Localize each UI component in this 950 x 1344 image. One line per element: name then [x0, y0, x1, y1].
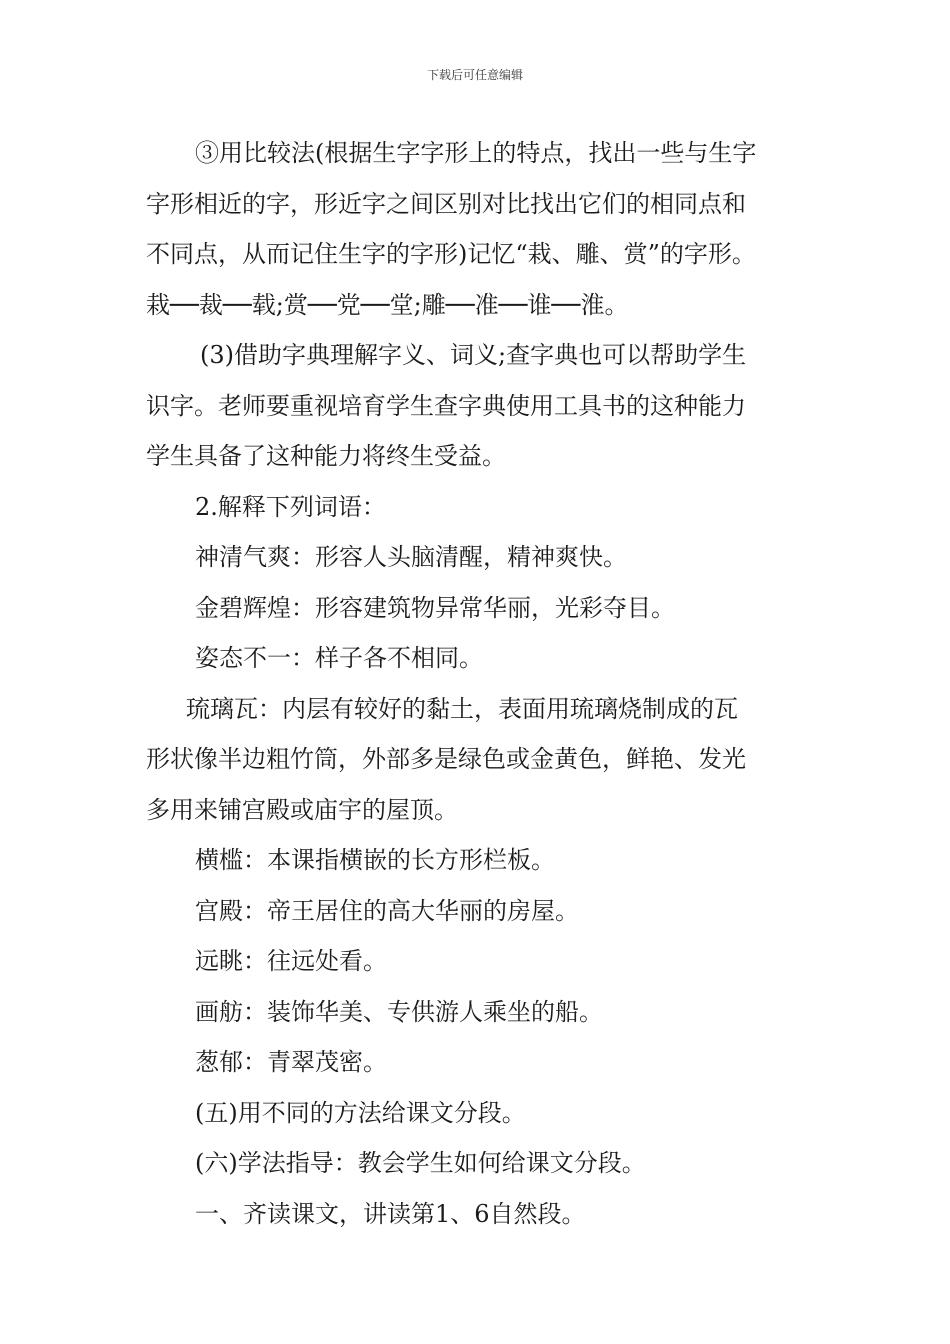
term-definition: 葱郁：青翠茂密。 [195, 1048, 387, 1076]
page-header-note: 下载后可任意编辑 [426, 68, 523, 82]
paragraph-line: 多用来铺宫殿或庙宇的屋顶。 [146, 795, 458, 824]
term-definition: 姿态不一：样子各不相同。 [195, 644, 483, 672]
term-definition: 神清气爽：形容人头脑清醒，精神爽快。 [195, 543, 627, 571]
term-definition: 横槛：本课指横嵌的长方形栏板。 [195, 846, 555, 874]
paragraph-line: 栽──裁──载;赏──党──堂;雕──准──谁──淮。 [146, 290, 629, 319]
term-definition: 远眺：往远处看。 [195, 947, 387, 975]
paragraph-line: ③用比较法(根据生字字形上的特点，找出一些与生字 [195, 139, 757, 167]
section-heading: (六)学法指导：教会学生如何给课文分段。 [195, 1149, 646, 1177]
paragraph-line: 形状像半边粗竹筒，外部多是绿色或金黄色，鲜艳、发光 [146, 745, 746, 773]
paragraph-line: 2.解释下列词语： [195, 492, 386, 521]
term-definition: 宫殿：帝王居住的高大华丽的房屋。 [195, 896, 579, 925]
term-definition: 画舫：装饰华美、专供游人乘坐的船。 [195, 997, 603, 1026]
paragraph-line: 学生具备了这种能力将终生受益。 [146, 442, 506, 470]
paragraph-line: 识字。老师要重视培育学生查字典使用工具书的这种能力 [146, 391, 746, 420]
paragraph-line: (3)借助字典理解字义、词义;查字典也可以帮助学生 [200, 341, 747, 369]
term-definition: 金碧辉煌：形容建筑物异常华丽，光彩夺目。 [195, 593, 675, 622]
document-body [146, 128, 814, 1239]
term-definition: 琉璃瓦：内层有较好的黏土，表面用琉璃烧制成的瓦 [186, 694, 738, 723]
paragraph-line: 字形相近的字，形近字之间区别对比找出它们的相同点和 [146, 189, 746, 218]
section-heading: (五)用不同的方法给课文分段。 [195, 1098, 526, 1127]
section-heading: 一、齐读课文，讲读第1、6自然段。 [195, 1199, 586, 1228]
paragraph-line: 不同点，从而记住生字的字形)记忆“栽、雕、赏”的字形。 [146, 240, 756, 268]
